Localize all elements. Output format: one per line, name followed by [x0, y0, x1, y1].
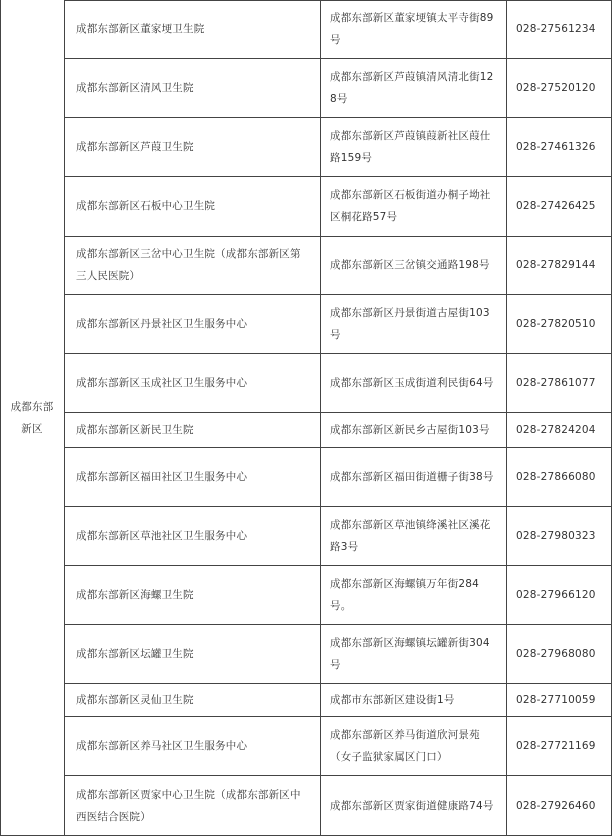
facility-name-text: 成都东部新区芦葭卫生院	[76, 140, 194, 153]
address-text: 成都东部新区新民乡古屋街103号	[330, 423, 490, 436]
facility-name-text: 成都东部新区玉成社区卫生服务中心	[76, 376, 248, 389]
facility-name-cell	[64, 716, 320, 775]
phone-text: 028-27721169	[516, 739, 596, 752]
district-label: 成都东部新区	[10, 401, 54, 435]
address-cell	[320, 236, 506, 294]
address-cell	[320, 624, 506, 683]
address-text: 成都东部新区三岔镇交通路198号	[330, 259, 490, 271]
phone-cell	[506, 716, 612, 775]
phone-cell	[506, 353, 612, 412]
address-text: 成都东部新区芦葭镇清风清北街128号	[330, 70, 494, 105]
facility-name-text: 成都东部新区贾家中心卫生院（成都东部新区中西医结合医院）	[76, 788, 301, 823]
phone-text: 028-27926460	[516, 799, 596, 812]
phone-cell	[506, 683, 612, 716]
phone-cell	[506, 412, 612, 447]
facility-name-cell	[64, 447, 320, 506]
facility-name-cell	[64, 624, 320, 683]
phone-cell	[506, 176, 612, 236]
address-text: 成都东部新区养马街道欣河景苑（女子监狱家属区门口）	[330, 728, 480, 763]
phone-cell	[506, 447, 612, 506]
address-text: 成都东部新区福田街道栅子街38号	[330, 470, 494, 483]
facility-name-cell	[64, 353, 320, 412]
address-text: 成都东部新区丹景街道古屋街103号	[330, 306, 490, 341]
facility-name-text: 成都东部新区石板中心卫生院	[76, 200, 216, 212]
facility-name-cell	[64, 775, 320, 836]
address-cell	[320, 683, 506, 716]
address-cell	[320, 565, 506, 624]
phone-text: 028-27820510	[516, 317, 596, 330]
facility-name-text: 成都东部新区养马社区卫生服务中心	[76, 739, 248, 752]
facility-name-text: 成都东部新区董家埂卫生院	[76, 23, 205, 35]
facility-name-cell	[64, 236, 320, 294]
phone-cell	[506, 294, 612, 353]
address-text: 成都东部新区石板街道办桐子坳社区桐花路57号	[330, 189, 491, 223]
facility-name-cell	[64, 58, 320, 117]
facility-name-cell	[64, 176, 320, 236]
phone-text: 028-27520120	[516, 81, 596, 94]
phone-text: 028-27980323	[516, 529, 596, 542]
facility-name-cell	[64, 683, 320, 716]
address-text: 成都东部新区海螺镇万年街284号。	[330, 577, 480, 612]
address-cell	[320, 117, 506, 176]
phone-text: 028-27461326	[516, 140, 596, 153]
address-cell	[320, 447, 506, 506]
address-cell	[320, 58, 506, 117]
phone-text: 028-27426425	[516, 200, 596, 212]
phone-cell	[506, 236, 612, 294]
phone-cell	[506, 775, 612, 836]
phone-text: 028-27861077	[516, 376, 596, 389]
phone-text: 028-27866080	[516, 470, 596, 483]
phone-cell	[506, 624, 612, 683]
address-cell	[320, 506, 506, 565]
address-text: 成都东部新区草池镇绛溪社区溪花路3号	[330, 518, 491, 553]
facility-name-text: 成都东部新区三岔中心卫生院（成都东部新区第三人民医院）	[76, 248, 301, 282]
address-text: 成都东部新区玉成街道利民街64号	[330, 376, 494, 389]
address-cell	[320, 353, 506, 412]
address-text: 成都东部新区董家埂镇太平寺街89号	[330, 12, 494, 46]
facility-name-cell	[64, 117, 320, 176]
facility-name-cell	[64, 412, 320, 447]
facility-name-text: 成都东部新区丹景社区卫生服务中心	[76, 317, 248, 330]
facility-name-text: 成都东部新区灵仙卫生院	[76, 693, 194, 706]
facility-name-text: 成都东部新区海螺卫生院	[76, 588, 194, 601]
address-text: 成都东部新区贾家街道健康路74号	[330, 799, 494, 812]
facility-name-cell	[64, 0, 320, 58]
phone-cell	[506, 117, 612, 176]
facility-name-text: 成都东部新区草池社区卫生服务中心	[76, 529, 248, 542]
phone-cell	[506, 565, 612, 624]
address-cell	[320, 775, 506, 836]
facility-name-cell	[64, 294, 320, 353]
address-cell	[320, 412, 506, 447]
phone-text: 028-27966120	[516, 588, 596, 601]
phone-text: 028-27824204	[516, 423, 596, 436]
phone-text: 028-27968080	[516, 647, 596, 660]
phone-cell	[506, 506, 612, 565]
address-cell	[320, 0, 506, 58]
phone-cell	[506, 58, 612, 117]
address-text: 成都东部新区海螺镇坛罐新街304号	[330, 636, 490, 671]
phone-text: 028-27829144	[516, 259, 596, 271]
address-cell	[320, 294, 506, 353]
address-cell	[320, 176, 506, 236]
phone-cell	[506, 0, 612, 58]
facility-name-text: 成都东部新区新民卫生院	[76, 423, 194, 436]
facility-name-cell	[64, 506, 320, 565]
facility-name-cell	[64, 565, 320, 624]
phone-text: 028-27561234	[516, 23, 596, 35]
facility-name-text: 成都东部新区清风卫生院	[76, 81, 194, 94]
address-cell	[320, 716, 506, 775]
district-cell	[0, 0, 64, 836]
phone-text: 028-27710059	[516, 693, 596, 706]
address-text: 成都市东部新区建设街1号	[330, 693, 455, 706]
facility-name-text: 成都东部新区福田社区卫生服务中心	[76, 470, 248, 483]
address-text: 成都东部新区芦葭镇葭新社区葭仕路159号	[330, 129, 491, 164]
facility-name-text: 成都东部新区坛罐卫生院	[76, 647, 194, 660]
